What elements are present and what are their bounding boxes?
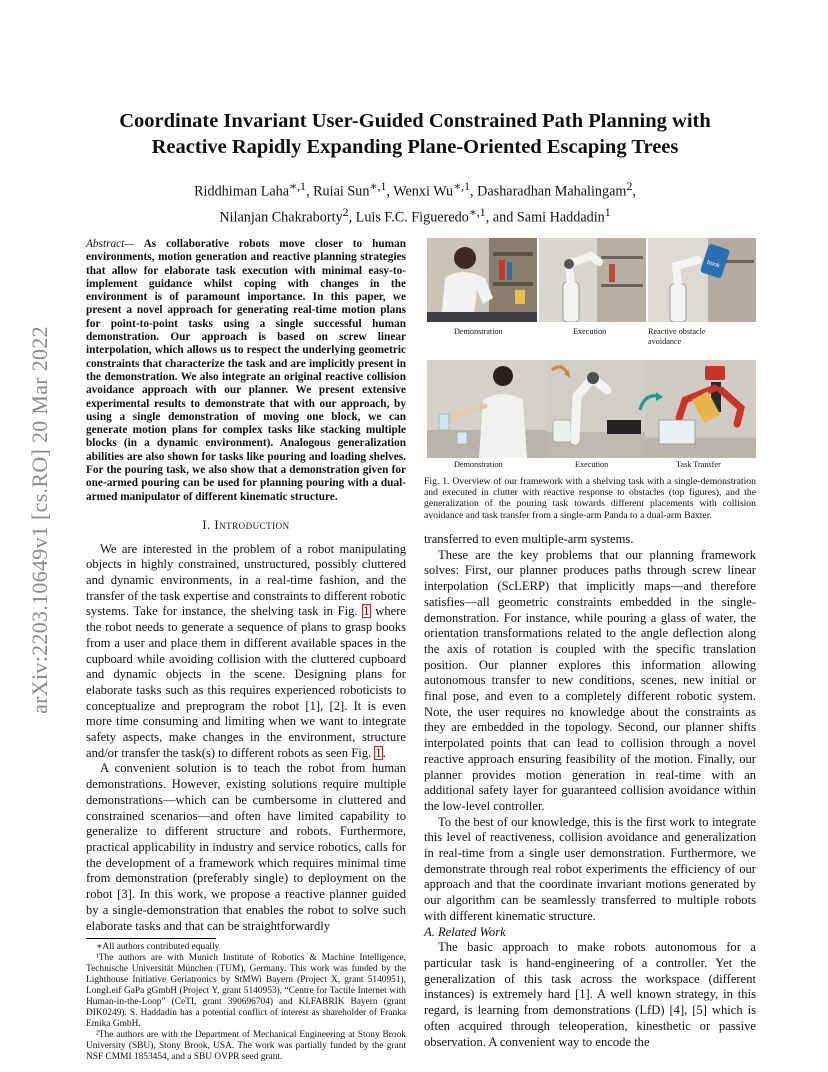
section-heading-introduction bbox=[86, 518, 406, 534]
intro-paragraph-2: A convenient solution is to teach the robot from human demonstrations. However, existing solutions require multiple demonstrations—which can be cumbersome in cluttered and constrained scenarios—and often have limited capability to generalize to different structure and robots. Furthermore, practical applicability in industry and service robotics, calls for the development of a framework which requires minimal time from demonstration (preferably single) to deployment on the robot [3]. In this work, we propose a reactive planner guided by a single-demonstration that enables the robot to solve such elaborate tasks and that can be straightforwardly bbox=[86, 761, 406, 933]
svg-text:book: book bbox=[706, 259, 721, 270]
arxiv-id: arXiv:2203.10649v1 [cs.RO] 20 Mar 2022 bbox=[27, 326, 53, 714]
author-affiliation: ∗,1 bbox=[468, 204, 486, 219]
abstract: Abstract— As collaborative robots move closer to human environments, motion generation and reactive planning strategies that allow for elaborate task execution with minimal easy-to-implement guidance whilst coping with changes in the environment is of paramount importance. In this paper, we present a novel approach for generating real-time motion plans for point-to-point tasks using a single successful human demonstration. Our approach is based on screw linear interpolation, which allows us to respect the underlying geometric constraints that characterize the task and are implicitly present in the demonstration. We also integrate an original reactive collision avoidance approach with our planner. We present extensive experimental results to demonstrate that with our approach, by using a single demonstration of moving one block, we can generate motion plans for complex tasks like stacking multiple blocks (in a dynamic environment). Analogous generalization abilities are also shown for tasks like pouring and loading shelves. For the pouring task, we also show that a demonstration given for one-armed pouring can be used for planning pouring with a dual-armed manipulator of different kinematic structure. bbox=[86, 238, 407, 503]
photo-reactive-obstacle-avoidance bbox=[648, 238, 756, 322]
author-name: Dasharadhan Mahalingam bbox=[477, 183, 627, 200]
label-bottom-demonstration: Demonstration bbox=[454, 460, 503, 469]
intro-paragraph-4: To the best of our knowledge, this is the first work to integrate this level of reactiveness, collision avoidance and generalization in real-time from a single user demonstration. Furthermore, we demonstrate through real robot experiments the efficiency of our approach and that the coordinate invariant motions generated by our algorithm can be seamlessly transferred to multiple robots with different kinematic structure. bbox=[424, 814, 756, 923]
author-affiliation: ∗,1 bbox=[289, 179, 306, 193]
author-list bbox=[70, 176, 760, 227]
arxiv-stamp bbox=[20, 280, 60, 760]
section-title: Introduction bbox=[214, 517, 290, 532]
author-name: Ruiai Sun bbox=[313, 183, 370, 200]
figure-reference-link[interactable]: 1 bbox=[375, 745, 382, 760]
label-top-reactive-1: Reactive obstacle bbox=[648, 327, 706, 336]
author-affiliation: ∗,1 bbox=[453, 179, 471, 193]
arrow-task-transfer-icon bbox=[636, 390, 666, 416]
abstract-text: As collaborative robots move closer to human environments, motion generation and reactive planning strategies that allow for elaborate task execution with minimal easy-to-implement guidance whilst coping with changes in the environment is of paramount importance. In this paper, we present a novel approach for generating real-time motion plans for point-to-point tasks using a single successful human demonstration. Our approach is based on screw linear interpolation, which allows us to respect the underlying geometric constraints that characterize the task and are implicitly present in the demonstration. We also integrate an original reactive collision avoidance approach with our planner. We present extensive experimental results to demonstrate that with our approach, by using a single demonstration of moving one block, we can generate motion plans for complex tasks like stacking multiple blocks (in a dynamic environment). Analogous generalization abilities are also shown for tasks like pouring and loading shelves. For the pouring task, we also show that a demonstration given for one-armed pouring can be used for planning pouring with a dual-armed manipulator of different kinematic structure. bbox=[86, 238, 407, 503]
footnote-affiliation-1: ¹The authors are with Munich Institute of Robotics & Machine Intelligence, Technische Universität München (TUM), Germany. This work was funded by the Lighthouse Initiative Geriatronics by StMWi Bayern (Project X, grant 5140951), LongLeif GaPa gGmbH (Project Y, grant 5140953), “Centre for Tactile Internet with Human-in-the-Loop” (CeTI, grant 390696704) and KI.FABRIK Bayern (grant DIK0249). S. Haddadin has a potential conflict of interest as shareholder of Franka Emika GmbH. bbox=[86, 953, 406, 1030]
photo-shelving-demonstration bbox=[427, 238, 537, 322]
label-top-execution: Execution bbox=[573, 327, 607, 336]
intro-paragraph-1: We are interested in the problem of a robot manipulating objects in highly constrained, unstructured, possibly cluttered and dynamic environments, in a real-time fashion, and the transfer of the task expertise and constraints to different robotic systems. Take for instance, the shelving task in Fig. 1 where the robot needs to generate a sequence of plans to grasp books from a user and place them in different available spaces in the cupboard while avoiding collision with the cluttered cupboard and dynamic objects in the scene. Designing plans for elaborate tasks such as this requires experienced roboticists to conceptualize and preprogram the robot [1], [2]. It is even more time consuming and limiting when we want to integrate safety aspects, make changes in the environment, structure and/or transfer the task(s) to different robots as seen Fig. 1. bbox=[86, 541, 406, 760]
author-name: Sami Haddadin bbox=[516, 209, 605, 226]
photo-shelving-execution bbox=[539, 238, 646, 322]
author-line-1: Riddhiman Laha$^{∗,1}$, Ruiai Sun$^{∗,1}$, Wenxi $Wu^{∗,1}$, Dasharadhan Mahalingam$^2$, bbox=[194, 179, 636, 200]
author-affiliation: 1 bbox=[604, 204, 611, 219]
author-name: Wenxi Wu bbox=[393, 183, 454, 200]
title-line-1: Coordinate Invariant User-Guided Constrained Path Planning with bbox=[119, 110, 711, 132]
author-name: Nilanjan Chakraborty bbox=[219, 209, 343, 226]
figure-caption: Fig. 1. Overview of our framework with a shelving task with a single-demonstration and executed in clutter with reactive response to obstacles (top figures), and the generalization of the pouring task towards different placements with collision avoidance and task transfer from a single-arm Panda to a dual-arm Baxter. bbox=[424, 476, 756, 521]
author-affiliation: ∗,1 bbox=[369, 179, 387, 193]
figure-1 bbox=[424, 238, 756, 474]
footnote-equal-contribution: ∗All authors contributed equally bbox=[96, 942, 220, 953]
label-top-demonstration: Demonstration bbox=[454, 327, 503, 336]
author-line-2: Nilanjan Chakraborty$^2$, Luis F.C. Figueredo$^{∗,1}$, and Sami Haddadin$^1$ bbox=[219, 204, 611, 226]
footnote-divider bbox=[86, 938, 216, 939]
intro-paragraph-3: These are the key problems that our planning framework solves: First, our planner produces paths through screw linear interpolation (ScLERP) that implicitly maps—and therefore satisfies—all geometric constraints embedded in the single-demonstration. For instance, while pouring a glass of water, the orientation transformations related to the angle deflection along the axis of rotation is coupled with the specific translation position. Our planner explores this information allowing autonomous transfer to new conditions, scenes, new initial or final pose, and even to a completely different robotic system. Note, the user requires no knowledge about the constraints as they are embedded in the topology. Second, our planner shifts interpolated points that can lead to collision through a novel reactive approach ensuring feasibility of the motion. Finally, our planner provides motion generation in real-time with an additional safety layer for guaranteed collision avoidance within the low-level controller. bbox=[424, 547, 756, 813]
title-line-2: Reactive Rapidly Expanding Plane-Oriented Escaping Trees bbox=[151, 136, 679, 158]
arrow-transfer-icon bbox=[548, 362, 574, 384]
author-affiliation: 2 bbox=[626, 179, 633, 193]
author-name: Luis F.C. Figueredo bbox=[355, 209, 469, 226]
label-bottom-execution: Execution bbox=[575, 460, 609, 469]
abstract-label: Abstract bbox=[86, 238, 125, 250]
author-conjunction: and bbox=[492, 209, 514, 226]
footnote-affiliation-2: ²The authors are with the Department of Mechanical Engineering at Stony Brook University (SBU), Stony Brook, USA. The work was partially funded by the grant NSF CMMI 1853454, and a SBU OVPR seed grant. bbox=[86, 1030, 406, 1063]
paper-title bbox=[70, 108, 760, 160]
label-top-reactive-2: avoidance bbox=[648, 337, 682, 346]
label-bottom-task-transfer: Task Transfer bbox=[676, 460, 721, 469]
photo-pouring-demonstration bbox=[427, 360, 547, 458]
left-column bbox=[86, 238, 406, 1063]
figure-reference-link[interactable]: 1 bbox=[363, 604, 370, 619]
section-number: I. bbox=[202, 517, 211, 532]
author-name: Riddhiman Laha bbox=[194, 183, 290, 200]
author-affiliation: 2 bbox=[342, 204, 349, 219]
subsection-heading-related-work: A. Related Work bbox=[424, 924, 506, 939]
related-work-paragraph-1: The basic approach to make robots autonomous for a particular task is hand-engineering of a controller. Yet the generalization of this task across the workspace (different instances) is extremely hard [1]. A well known strategy, in this regard, is learning from demonstrations (LfD) [4], [5] which is often acquired through teleoperation, kinesthetic or passive observation. A convenient way to encode the bbox=[424, 940, 756, 1049]
intro-paragraph-2-continued: transferred to even multiple-arm systems. bbox=[424, 532, 634, 546]
footnotes bbox=[86, 938, 406, 1063]
right-column bbox=[424, 532, 756, 1050]
